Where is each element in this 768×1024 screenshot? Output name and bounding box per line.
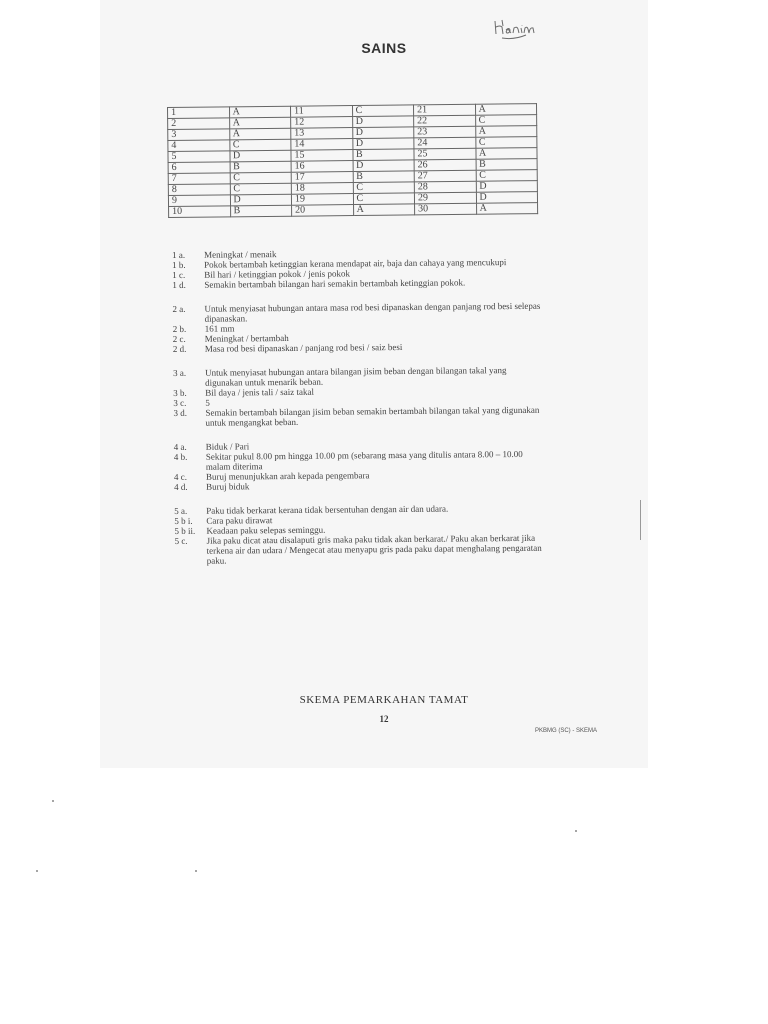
- table-cell: A: [476, 203, 538, 215]
- table-cell: B: [230, 161, 292, 173]
- table-cell: 15: [291, 150, 353, 162]
- table-cell: D: [352, 116, 414, 128]
- table-cell: C: [476, 170, 538, 182]
- answer-number: 1 c.: [172, 269, 186, 280]
- page-title: SAINS: [361, 40, 407, 56]
- table-cell: D: [476, 192, 538, 204]
- table-cell: 3: [168, 129, 230, 141]
- table-cell: 14: [291, 139, 353, 151]
- table-cell: 20: [292, 205, 354, 217]
- table-cell: 2: [168, 118, 230, 130]
- table-cell: 10: [169, 206, 231, 218]
- answer-text: Untuk menyiasat hubungan antara bilangan jisim beban dengan bilangan takal yang digunakan untuk menarik beban.: [205, 365, 507, 388]
- table-cell: B: [230, 205, 292, 217]
- table-cell: C: [475, 115, 537, 127]
- table-cell: 11: [290, 106, 352, 118]
- handwritten-signature: [492, 16, 542, 42]
- table-cell: D: [352, 127, 414, 139]
- answer-text: Meningkat / menaik: [203, 249, 277, 260]
- answer-text: Paku tidak berkarat kerana tidak bersentuhan dengan air dan udara.: [206, 503, 449, 516]
- answer-number: 5 b i.: [174, 515, 193, 526]
- speck: [36, 870, 38, 872]
- table-cell: C: [230, 183, 292, 195]
- answer-text: Jika paku dicat atau disalaputi gris maka paku tidak akan berkarat./ Paku akan berkarat jika terkena air dan udara / Mengecat atau menyapu gris pada paku dapat menghalang pengaratan paku.: [206, 532, 542, 566]
- answer-text: 5: [205, 397, 210, 408]
- table-cell: C: [229, 139, 291, 151]
- table-cell: D: [230, 194, 292, 206]
- answer-list: [172, 247, 545, 566]
- scan-edge-mark: [640, 500, 641, 540]
- answer-text: Pokok bertambah ketinggian kerana mendapat air, baja dan cahaya yang mencukupi: [204, 257, 507, 270]
- speck: [195, 870, 197, 872]
- answer-number: 3 c.: [173, 397, 187, 408]
- answer-text: Masa rod besi dipanaskan / panjang rod besi / saiz besi: [204, 341, 403, 354]
- answer-text: Bil hari / ketinggian pokok / jenis pokok: [204, 268, 351, 280]
- table-cell: C: [353, 182, 415, 194]
- table-cell: 26: [414, 159, 476, 171]
- table-cell: 21: [413, 104, 475, 116]
- table-cell: 5: [168, 151, 230, 163]
- answer-item: [173, 405, 543, 428]
- table-cell: A: [229, 106, 291, 118]
- answer-number: 5 a.: [174, 505, 188, 516]
- answer-number: 2 b.: [172, 323, 187, 334]
- answer-number: 2 a.: [172, 303, 186, 314]
- table-cell: 16: [291, 161, 353, 173]
- table-cell: A: [475, 148, 537, 160]
- answer-number: 2 d.: [172, 343, 187, 354]
- answer-number: 5 b ii.: [174, 525, 196, 536]
- table-cell: 30: [415, 203, 477, 215]
- speck: [575, 830, 577, 832]
- table-cell: 25: [414, 148, 476, 160]
- table-cell: 4: [168, 140, 230, 152]
- table-cell: C: [352, 105, 414, 117]
- answer-number: 4 c.: [173, 471, 188, 482]
- table-cell: B: [352, 149, 414, 161]
- table-cell: 7: [168, 173, 230, 185]
- answer-number: 2 c.: [172, 333, 186, 344]
- table-cell: 9: [168, 195, 230, 207]
- answer-text: Buruj biduk: [206, 481, 250, 492]
- table-cell: 28: [414, 181, 476, 193]
- answer-number: 4 b.: [173, 451, 188, 462]
- table-cell: 18: [291, 183, 353, 195]
- answer-text: Cara paku dirawat: [206, 515, 273, 526]
- table-cell: 27: [414, 170, 476, 182]
- answer-key-table: [167, 103, 538, 218]
- table-cell: C: [230, 172, 292, 184]
- answer-number: 5 c.: [174, 535, 188, 546]
- page-number: 12: [379, 714, 389, 724]
- table-cell: 12: [291, 117, 353, 129]
- table-cell: 13: [291, 128, 353, 140]
- answer-text: Meningkat / bertambah: [204, 332, 289, 344]
- answer-number: 1 b.: [172, 259, 186, 270]
- table-cell: 8: [168, 184, 230, 196]
- table-cell: C: [353, 193, 415, 205]
- answer-number: 1 d.: [172, 279, 186, 290]
- answer-number: 1 a.: [172, 249, 186, 260]
- answer-number: 3 b.: [173, 387, 187, 398]
- table-cell: D: [352, 138, 414, 150]
- table-cell: 19: [291, 194, 353, 206]
- answer-text: Semakin bertambah bilangan hari semakin bertambah ketinggian pokok.: [204, 277, 466, 290]
- table-cell: A: [353, 204, 415, 216]
- table-cell: 24: [414, 137, 476, 149]
- answer-number: 4 d.: [174, 481, 188, 492]
- table-cell: 6: [168, 162, 230, 174]
- table-cell: 17: [291, 172, 353, 184]
- answer-text: 161 mm: [204, 323, 235, 334]
- table-cell: B: [476, 159, 538, 171]
- table-cell: B: [353, 171, 415, 183]
- answer-text: Sekitar pukul 8.00 pm hingga 10.00 pm (sebarang masa yang ditulis antara 8.00 – 10.00 malam diterima: [205, 448, 523, 472]
- answer-text: Semakin bertambah bilangan jisim beban semakin bertambah bilangan takal yang digunakan untuk mengangkat beban.: [205, 404, 540, 428]
- table-cell: D: [229, 150, 291, 162]
- table-cell: D: [353, 160, 415, 172]
- speck: [52, 800, 54, 802]
- answer-number: 3 d.: [173, 407, 187, 418]
- table-cell: A: [475, 126, 537, 138]
- document-code: PKBMG (SC) - SKEMA: [535, 728, 598, 734]
- table-cell: 1: [168, 107, 230, 119]
- table-cell: A: [475, 104, 537, 116]
- answer-text: Bil daya / jenis tali / saiz takal: [205, 386, 315, 398]
- table-cell: 22: [414, 115, 476, 127]
- table-cell: D: [476, 181, 538, 193]
- answer-text: Biduk / Pari: [205, 441, 250, 452]
- answer-text: Buruj menunjukkan arah kepada pengembara: [205, 470, 370, 482]
- answer-text: Untuk menyiasat hubungan antara masa rod besi dipanaskan dengan panjang rod besi selepas dipanaskan.: [204, 300, 541, 324]
- table-cell: A: [229, 117, 291, 129]
- table-cell: 23: [414, 126, 476, 138]
- table-cell: C: [475, 137, 537, 149]
- answer-text: Keadaan paku selepas seminggu.: [206, 524, 326, 536]
- table-cell: A: [229, 128, 291, 140]
- end-of-scheme-title: SKEMA PEMARKAHAN TAMAT: [299, 694, 469, 706]
- answer-number: 4 a.: [173, 441, 187, 452]
- table-cell: 29: [414, 192, 476, 204]
- answer-item: [174, 533, 544, 566]
- answer-number: 3 a.: [173, 367, 187, 378]
